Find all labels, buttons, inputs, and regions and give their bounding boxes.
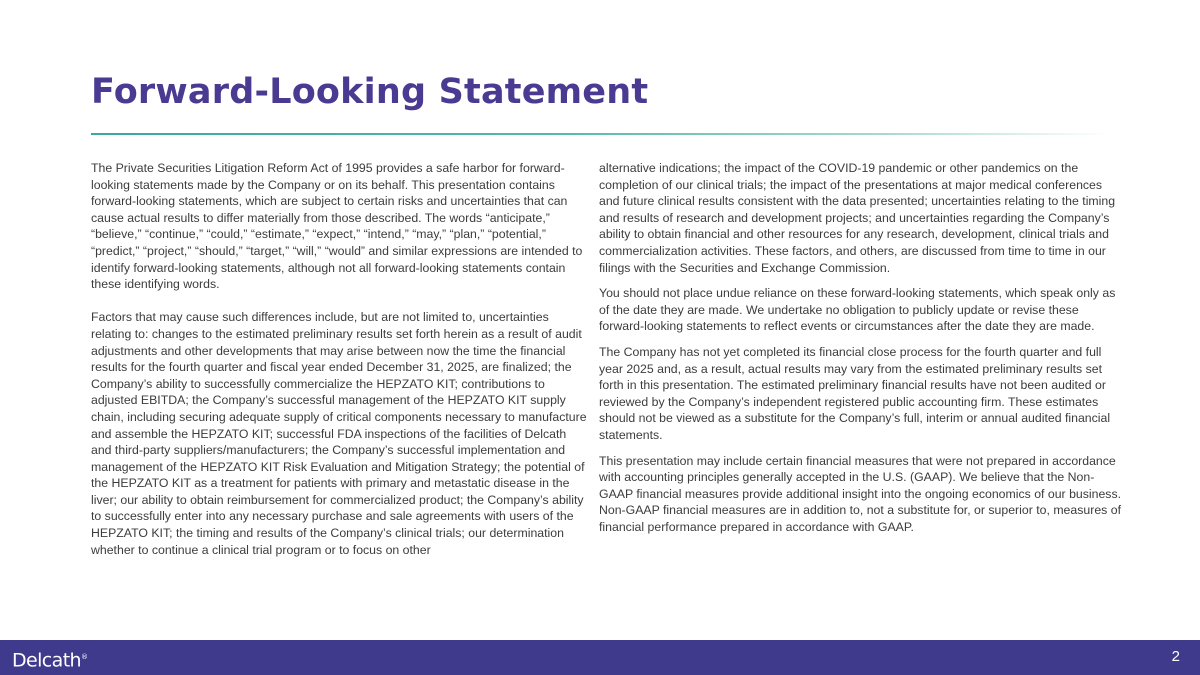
- risk-factors-continued-paragraph: alternative indications; the impact of the COVID-19 pandemic or other pandemics on the completion of our clinical trials; the impact of the presentations at major medical conferences and future clinical results consistent with the data presented; uncertainties relating to the timing and results of research and development projects; and uncertainties regarding the Company’s ability to obtain financial and other resources for any research, development, clinical trials and commercialization activities. These factors, and others, are discussed from time to time in our filings with the Securities and Exchange Commission.: [599, 161, 1116, 275]
- non-gaap-paragraph: This presentation may include certain financial measures that were not prepared in accordance with accounting principles generally accepted in the U.S. (GAAP). We believe that the Non-GAAP financial measures provide additional insight into the ongoing economics of our business. Non-GAAP financial measures are in addition to, not a substitute for, or superior to, measures of financial performance prepared in accordance with GAAP.: [599, 453, 1122, 534]
- logo-registered-mark: ®: [80, 653, 88, 661]
- preliminary-results-paragraph: The Company has not yet completed its financial close process for the fourth quarter and full year 2025 and, as a result, actual results may vary from the estimated preliminary results set forth in this presentation. The estimated preliminary financial results have not been audited or reviewed by the Company’s independent registered public accounting firm. These estimates should not be viewed as a substitute for the Company’s full, interim or annual audited financial statements.: [599, 344, 1111, 442]
- risk-factors-paragraph: Factors that may cause such differences include, but are not limited to, uncertainties relating to: changes to the estimated preliminary results set forth herein as a result of audit adjustments and other developments that may arise between now the time the financial results for the fourth quarter and fiscal year ended December 31, 2025, are finalized; the Company’s ability to successfully commercialize the HEPZATO KIT; contributions to adjusted EBITDA; the Company’s successful management of the HEPZATO KIT supply chain, including securing adequate supply of critical components necessary to manufacture and assemble the HEPZATO KIT; successful FDA inspections of the facilities of Delcath and third-party suppliers/manufacturers; the Company’s successful implementation and management of the HEPZATO KIT Risk Evaluation and Mitigation Strategy; the potential of the HEPZATO KIT as a treatment for patients with primary and metastatic disease in the liver; our ability to obtain reimbursement for commercialized product; the Company’s ability to successfully enter into any necessary purchase and sale agreements with users of the HEPZATO KIT; the timing and results of the Company’s clinical trials; our determination whether to continue a clinical trial program or to focus on other: [91, 310, 587, 557]
- page-title: Forward-Looking Statement: [91, 72, 649, 112]
- right-text-column: [599, 160, 1123, 535]
- logo-text: Delcath: [12, 649, 81, 672]
- safe-harbor-paragraph: The Private Securities Litigation Reform Act of 1995 provides a safe harbor for forward-looking statements made by the Company or on its behalf. This presentation contains forward-looking statements, which are subject to certain risks and uncertainties that can cause actual results to differ materially from those described. The words “anticipate,” “believe,” “continue,” “could,” “estimate,” “expect,” “intend,” “may,” “plan,” “potential,” “predict,” “project,” “should,” “target,” “will,” “would” and similar expressions are intended to identify forward-looking statements, although not all forward-looking statements contain these identifying words.: [91, 161, 583, 292]
- page-number: 2: [1171, 648, 1180, 665]
- title-divider: [91, 133, 1110, 135]
- company-logo: [12, 644, 88, 674]
- undue-reliance-paragraph: You should not place undue reliance on these forward-looking statements, which speak only as of the date they are made. We undertake no obligation to publicly update or revise these forward-looking statements to reflect events or circumstances after the date they are made.: [599, 286, 1116, 334]
- left-text-column: [91, 160, 587, 558]
- footer-bar: [0, 640, 1200, 675]
